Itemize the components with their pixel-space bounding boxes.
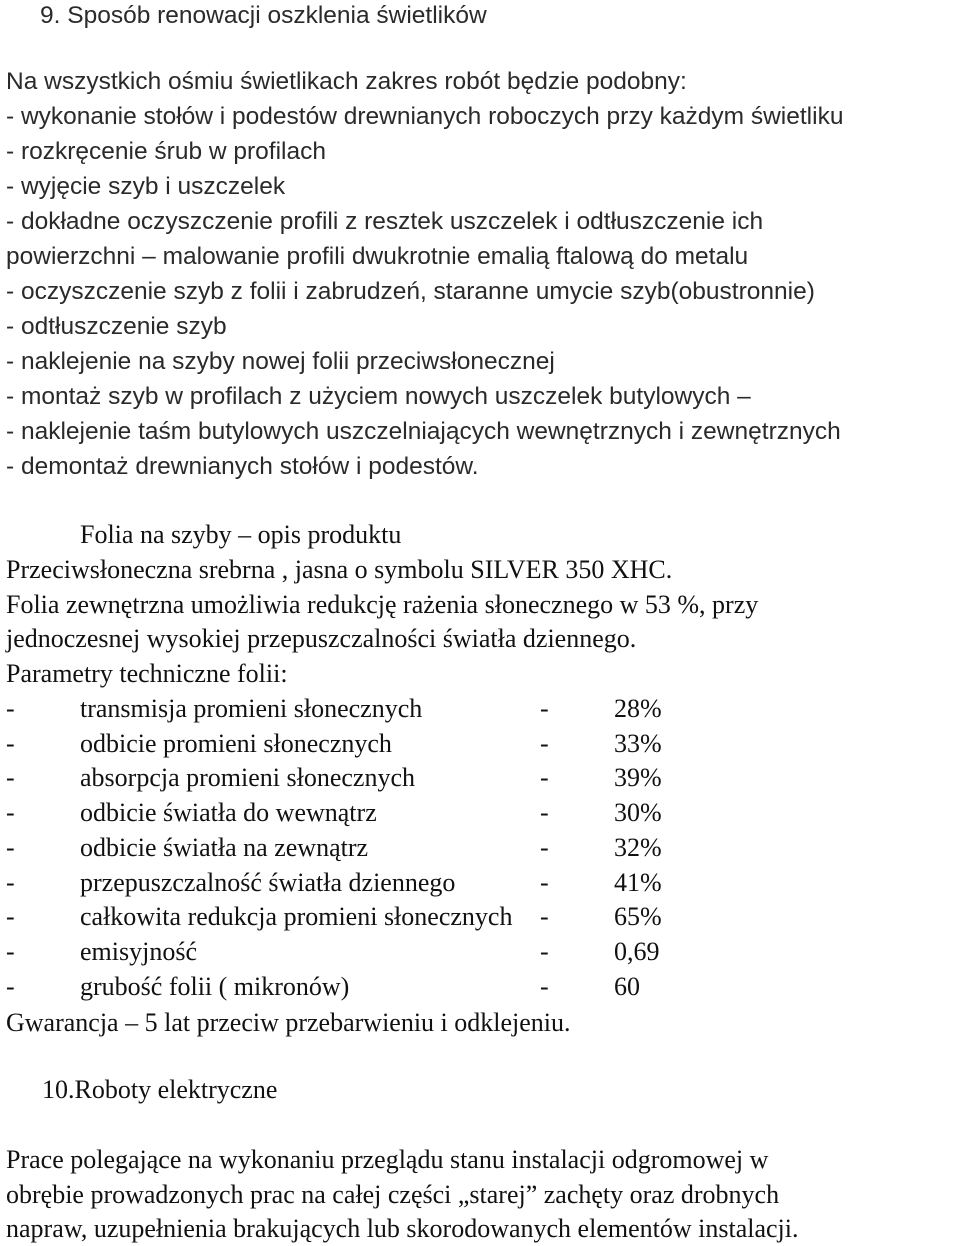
param-value: 41% [614,868,662,897]
list-item: - wyjęcie szyb i uszczelek [6,173,286,200]
param-label: grubość folii ( mikronów) [80,972,350,1001]
param-bullet: - [6,798,15,827]
param-label: odbicie światła do wewnątrz [80,798,377,827]
param-dash: - [540,763,549,792]
param-row [6,939,706,971]
film-product: Przeciwsłoneczna srebrna , jasna o symbolu SILVER 350 XHC. [6,555,673,584]
section-10-paragraph-line-1: Prace polegające na wykonaniu przeglądu stanu instalacji odgromowej w [6,1145,769,1174]
param-label: odbicie światła na zewnątrz [80,833,369,862]
param-row [6,731,706,763]
list-item: - wykonanie stołów i podestów drewnianych roboczych przy każdym świetliku [6,103,844,130]
section-9-intro: Na wszystkich ośmiu świetlikach zakres robót będzie podobny: [6,68,687,95]
param-row [6,765,706,797]
param-bullet: - [6,868,15,897]
param-label: emisyjność [80,937,197,966]
list-item: - naklejenie na szyby nowej folii przeciwsłonecznej [6,348,555,375]
param-row [6,696,706,728]
param-value: 32% [614,833,662,862]
param-bullet: - [6,972,15,1001]
param-label: absorpcja promieni słonecznych [80,763,415,792]
list-item: - odtłuszczenie szyb [6,313,227,340]
param-bullet: - [6,729,15,758]
param-value: 60 [614,972,640,1001]
param-label: przepuszczalność światła dziennego [80,868,456,897]
param-row [6,835,706,867]
list-item: - oczyszczenie szyb z folii i zabrudzeń, staranne umycie szyb(obustronnie) [6,278,815,305]
param-label: transmisja promieni słonecznych [80,694,423,723]
param-dash: - [540,937,549,966]
list-item: powierzchni – malowanie profili dwukrotnie emalią ftalową do metalu [6,243,749,270]
list-item: - montaż szyb w profilach z użyciem nowych uszczelek butylowych – [6,383,751,410]
list-item: - demontaż drewnianych stołów i podestów. [6,453,479,480]
film-description-line-1: Folia zewnętrzna umożliwia redukcję rażenia słonecznego w 53 %, przy [6,590,759,619]
param-dash: - [540,694,549,723]
param-bullet: - [6,937,15,966]
section-10-paragraph-line-3: napraw, uzupełnienia brakujących lub skorodowanych elementów instalacji. [6,1214,799,1243]
params-title: Parametry techniczne folii: [6,659,288,688]
param-label: całkowita redukcja promieni słonecznych [80,902,513,931]
param-bullet: - [6,902,15,931]
warranty-text: Gwarancja – 5 lat przeciw przebarwieniu i odklejeniu. [6,1008,571,1037]
param-value: 33% [614,729,662,758]
list-item: - rozkręcenie śrub w profilach [6,138,326,165]
param-dash: - [540,729,549,758]
param-value: 28% [614,694,662,723]
param-dash: - [540,798,549,827]
param-bullet: - [6,763,15,792]
param-label: odbicie promieni słonecznych [80,729,392,758]
film-title: Folia na szyby – opis produktu [80,520,402,549]
param-dash: - [540,868,549,897]
film-description-line-2: jednoczesnej wysokiej przepuszczalności światła dziennego. [6,624,637,653]
param-value: 0,69 [614,937,660,966]
section-9-heading: 9. Sposób renowacji oszklenia świetlików [40,2,487,29]
section-10-paragraph-line-2: obrębie prowadzonych prac na całej części „starej” zachęty oraz drobnych [6,1180,780,1209]
param-row [6,800,706,832]
param-dash: - [540,902,549,931]
section-10-heading: 10.Roboty elektryczne [42,1075,278,1104]
param-bullet: - [6,833,15,862]
param-value: 30% [614,798,662,827]
list-item: - dokładne oczyszczenie profili z resztek uszczelek i odtłuszczenie ich [6,208,764,235]
param-value: 39% [614,763,662,792]
param-row [6,870,706,902]
param-dash: - [540,833,549,862]
list-item: - naklejenie taśm butylowych uszczelniających wewnętrznych i zewnętrznych [6,418,841,445]
param-value: 65% [614,902,662,931]
param-row [6,904,706,936]
param-bullet: - [6,694,15,723]
param-dash: - [540,972,549,1001]
param-row [6,974,706,1006]
